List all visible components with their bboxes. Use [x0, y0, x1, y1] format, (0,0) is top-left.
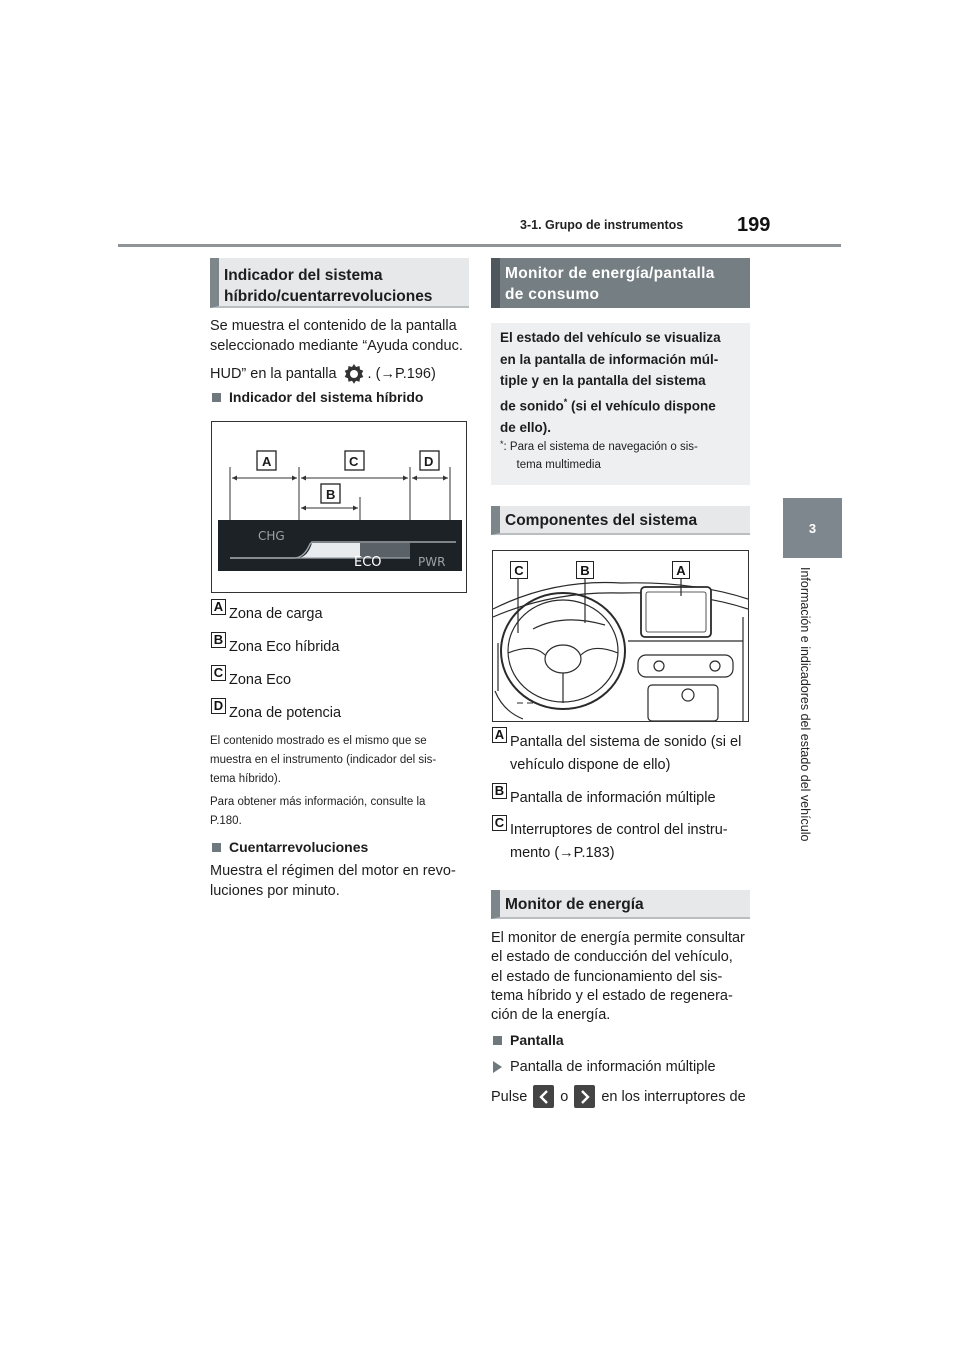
energy-line: tema híbrido y el estado de regenera-: [491, 987, 733, 1004]
section-title: 3-1. Grupo de instrumentos: [520, 218, 684, 232]
summary-line: [500, 392, 742, 417]
footnote-ref: *: [563, 396, 568, 407]
square-bullet-icon: [493, 1036, 502, 1045]
chevron-left-icon: [533, 1085, 554, 1108]
legend-line: [510, 842, 728, 865]
footnote-mark: *: [500, 439, 504, 449]
heading-line-2: de consumo: [505, 286, 600, 303]
legend-text: Zona Eco: [229, 672, 292, 688]
fig-label-a: A: [262, 454, 272, 469]
bullet-mid: [493, 1057, 716, 1077]
legend-item: [492, 727, 757, 777]
sub-hybrid-indicator: [212, 389, 423, 405]
summary-line: tiple y en la pantalla del sistema: [500, 373, 706, 388]
energy-line: el estado de conducción del vehículo,: [491, 949, 733, 966]
legend-key: D: [211, 698, 226, 714]
heading-system-components: Componentes del sistema: [491, 506, 750, 535]
legend-key: C: [492, 815, 507, 831]
legend-key: B: [492, 783, 507, 799]
summary-fragment: de sonido: [500, 398, 564, 413]
intro-text: HUD” en la pantalla: [210, 366, 337, 382]
intro-sep: . (: [367, 366, 381, 382]
gauge-pwr-label: PWR: [418, 555, 446, 569]
legend-text: Zona de potencia: [229, 705, 342, 721]
legend-line: vehículo dispone de ello): [510, 757, 671, 773]
chapter-tab: 3: [783, 498, 842, 558]
legend-line: Interruptores de control del instru-: [510, 822, 728, 838]
legend-item: [211, 665, 471, 691]
summary-fragment: (si el vehículo dispone: [567, 398, 716, 413]
legend-key: A: [211, 599, 226, 615]
summary-line: de ello).: [500, 419, 552, 435]
page-ref: P.183): [573, 845, 615, 861]
components-legend: [492, 727, 757, 865]
intro-line-3: [210, 362, 480, 386]
legend-item: [211, 599, 471, 625]
pulse-or: o: [560, 1088, 569, 1105]
hybrid-indicator-figure: [211, 421, 467, 593]
legend-line: Pantalla del sistema de sonido (si el: [510, 734, 742, 750]
fig-label-a: A: [672, 561, 690, 579]
legend-text: Zona Eco híbrida: [229, 639, 340, 655]
hybrid-legend: [211, 599, 471, 724]
header-rule: [118, 244, 841, 247]
heading-line-1: Indicador del sistema: [224, 267, 383, 284]
fig-label-c: C: [349, 454, 359, 469]
gear-icon: [342, 362, 366, 386]
energy-line: El monitor de energía permite consultar: [491, 930, 745, 946]
triangle-bullet-icon: [493, 1061, 502, 1073]
legend-text: Zona de carga: [229, 606, 323, 622]
heading-energy-monitor: Monitor de energía: [491, 890, 750, 919]
energy-line: ción de la energía.: [491, 1007, 611, 1024]
pulse-text-end: en los interruptores de: [601, 1088, 746, 1105]
energy-paragraph: [491, 929, 756, 1025]
summary-line: El estado del vehículo se visualiza: [500, 330, 721, 345]
legend-key: B: [211, 632, 226, 648]
page-number: 199: [737, 214, 771, 236]
heading-line-2: híbrido/cuentarrevoluciones: [224, 288, 433, 305]
legend-fragment: mento (: [510, 845, 560, 861]
chapter-side-text: [796, 567, 816, 877]
legend-text: [510, 819, 728, 865]
note-line: El contenido mostrado es el mismo que se: [210, 735, 427, 747]
heading-hybrid-tach: [210, 258, 469, 308]
tach-line: Muestra el régimen del motor en revo-: [210, 863, 456, 879]
legend-item: [492, 783, 757, 809]
gauge-chg-label: CHG: [258, 529, 285, 543]
chapter-side-label: Información e indicadores del estado del vehículo: [798, 567, 812, 842]
tach-line: luciones por minuto.: [210, 883, 340, 899]
legend-key: C: [211, 665, 226, 681]
bullet-text: Pantalla de información múltiple: [510, 1059, 716, 1075]
note-line: P.180.: [210, 815, 242, 827]
legend-key: A: [492, 727, 507, 743]
components-figure: [492, 550, 749, 722]
sub-tachometer: [212, 839, 368, 855]
arrow-glyph: →: [380, 366, 395, 382]
summary-line: en la pantalla de información múl-: [500, 351, 719, 367]
note-line: muestra en el instrumento (indicador del sis-: [210, 754, 437, 766]
square-bullet-icon: [212, 393, 221, 402]
fig-label-b: B: [326, 487, 336, 502]
note-more-info: [210, 793, 475, 831]
dashboard-illustration: [493, 551, 748, 721]
sub-hybrid-label: Indicador del sistema híbrido: [229, 389, 424, 405]
legend-item: [492, 815, 757, 865]
energy-line: el estado de funcionamiento del sis-: [491, 968, 723, 985]
pulse-text: Pulse: [491, 1088, 528, 1105]
chevron-right-icon: [574, 1085, 595, 1108]
intro-paragraph: [210, 316, 480, 386]
legend-item: [211, 632, 471, 658]
arrow-glyph: →: [559, 845, 574, 861]
page-ref: P.196): [394, 366, 436, 382]
legend-item: [211, 698, 471, 724]
intro-line-1: Se muestra el contenido de la pantalla: [210, 318, 457, 334]
square-bullet-icon: [212, 843, 221, 852]
footnote-line: : Para el sistema de navegación o sis-: [503, 441, 698, 453]
fig-label-c: C: [510, 561, 528, 579]
footnote: [491, 438, 750, 474]
note-line: tema híbrido).: [210, 773, 281, 785]
intro-line-2: seleccionado mediante “Ayuda conduc.: [210, 338, 463, 354]
sub-display-label: Pantalla: [510, 1032, 564, 1048]
heading-energy-monitor-consumption: [491, 258, 750, 308]
footnote-line: tema multimedia: [516, 459, 601, 471]
summary-box: [491, 323, 750, 485]
heading-line-1: Monitor de energía/pantalla: [505, 265, 715, 282]
fig-label-d: D: [424, 454, 434, 469]
note-line: Para obtener más información, consulte la: [210, 796, 426, 808]
legend-text: Pantalla de información múltiple: [510, 790, 716, 806]
note-same-content: [210, 732, 475, 789]
sub-tach-label: Cuentarrevoluciones: [229, 839, 369, 855]
gauge-eco-label: ECO: [354, 555, 382, 570]
fig-label-b: B: [576, 561, 594, 579]
sub-display: [493, 1032, 564, 1048]
tach-paragraph: [210, 861, 480, 901]
legend-text: [510, 731, 741, 777]
summary-text: [491, 323, 750, 438]
pulse-line: [491, 1085, 746, 1108]
